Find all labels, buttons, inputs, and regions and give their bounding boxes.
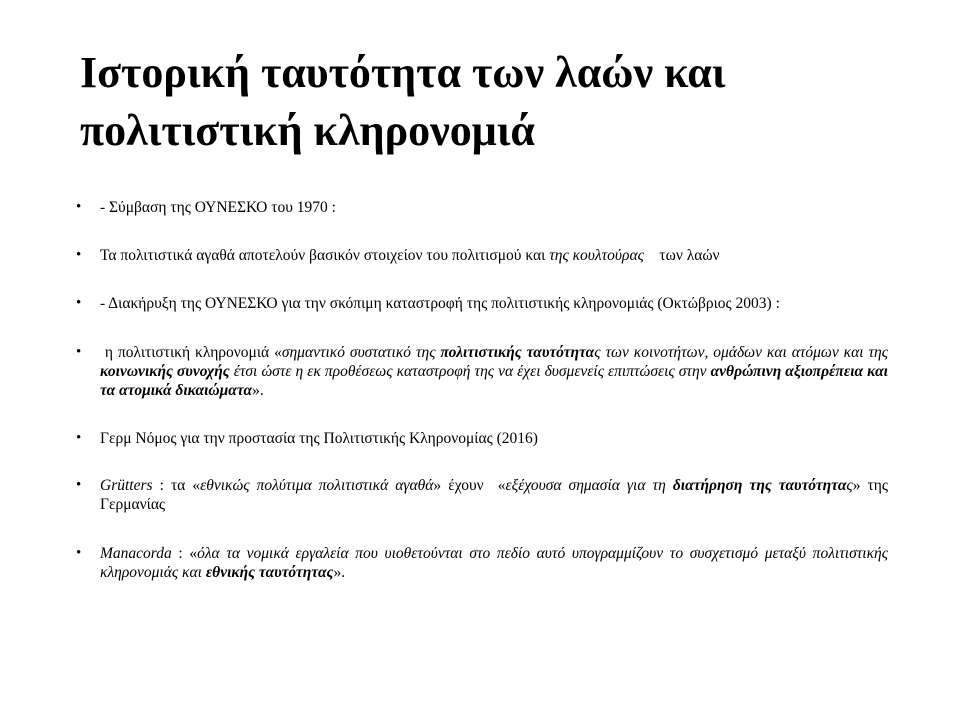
bold-italic-run: κοινωνικής συνοχής xyxy=(100,363,230,380)
bullet-text xyxy=(100,477,888,513)
bullet-text xyxy=(100,247,720,264)
bullet-item xyxy=(76,294,888,313)
text-run: η πολιτιστική κληρονομιά « xyxy=(100,344,282,361)
italic-run: Manacorda xyxy=(100,545,172,562)
bullet-dot-icon: • xyxy=(76,430,82,446)
bullet-text xyxy=(100,545,888,581)
title-line-1: Ιστορική ταυτότητα των λαών και xyxy=(80,48,726,97)
bullet-item xyxy=(76,429,888,448)
text-run: ». xyxy=(333,564,346,581)
bullet-dot-icon: • xyxy=(76,199,82,215)
bullet-text: - Διακήρυξη της ΟΥΝΕΣΚΟ για την σκόπιμη καταστροφή της πολιτιστικής κληρονομιάς (Οκτώβριος 2003) : xyxy=(100,295,780,312)
bullet-text: Γερμ Νόμος για την προστασία της Πολιτιστικής Κληρονομίας (2016) xyxy=(100,430,538,447)
bold-italic-run: πολιτιστικής ταυτότητα xyxy=(440,344,595,361)
bullet-dot-icon: • xyxy=(76,545,82,561)
italic-run: Grütters xyxy=(100,477,153,494)
bullet-item xyxy=(76,198,888,217)
italic-run: ς xyxy=(846,477,853,494)
slide-title xyxy=(80,44,900,160)
italic-run: ς των κοινοτήτων, ομάδων και ατόμων και της xyxy=(594,344,888,361)
bullet-item xyxy=(76,343,888,400)
text-run: Τα πολιτιστικά αγαθά αποτελούν βασικόν στοιχείον του πολιτισμού και xyxy=(100,247,550,264)
italic-run: εξέχουσα σημασία για τη xyxy=(505,477,673,494)
bold-italic-run: διατήρηση της ταυτότητα xyxy=(672,477,847,494)
text-run: ». xyxy=(252,382,264,399)
bold-italic-run: ανθρώπινη αξιοπρέπεια και τα ατομικά δικαιώματα xyxy=(100,363,888,399)
bullet-list xyxy=(76,198,888,582)
bullet-text: - Σύμβαση της ΟΥΝΕΣΚΟ του 1970 : xyxy=(100,199,336,216)
bold-italic-run: εθνικής ταυτότητας xyxy=(205,564,334,581)
bullet-text xyxy=(100,344,888,399)
text-run: των λαών xyxy=(643,247,720,264)
bullet-dot-icon: • xyxy=(76,295,82,311)
bullet-item xyxy=(76,476,888,514)
italic-run: της κουλτούρας xyxy=(549,247,644,264)
bullet-item xyxy=(76,246,888,265)
title-line-2: πολιτιστική κληρονομιά xyxy=(80,106,535,155)
text-run: : τα « xyxy=(152,477,201,494)
italic-run: εθνικώς πολύτιμα πολιτιστικά αγαθά xyxy=(200,477,434,494)
bullet-dot-icon: • xyxy=(76,247,82,263)
italic-run: όλα τα νομικά εργαλεία που υιοθετούνται στο πεδίο αυτό υπογραμμίζουν το συσχετισμό μεταξύ πολιτιστικής κληρονομιάς και xyxy=(100,545,888,581)
text-run: » της Γερμανίας xyxy=(100,477,888,513)
text-run: : « xyxy=(171,545,198,562)
bullet-dot-icon: • xyxy=(76,344,82,360)
bullet-item xyxy=(76,544,888,582)
bullet-dot-icon: • xyxy=(76,477,82,493)
text-run: » έχουν « xyxy=(433,477,506,494)
italic-run: σημαντικό συστατικό της xyxy=(281,344,441,361)
italic-run: έτσι ώστε η εκ προθέσεως καταστροφή της να έχει δυσμενείς επιπτώσεις στην xyxy=(229,363,711,380)
